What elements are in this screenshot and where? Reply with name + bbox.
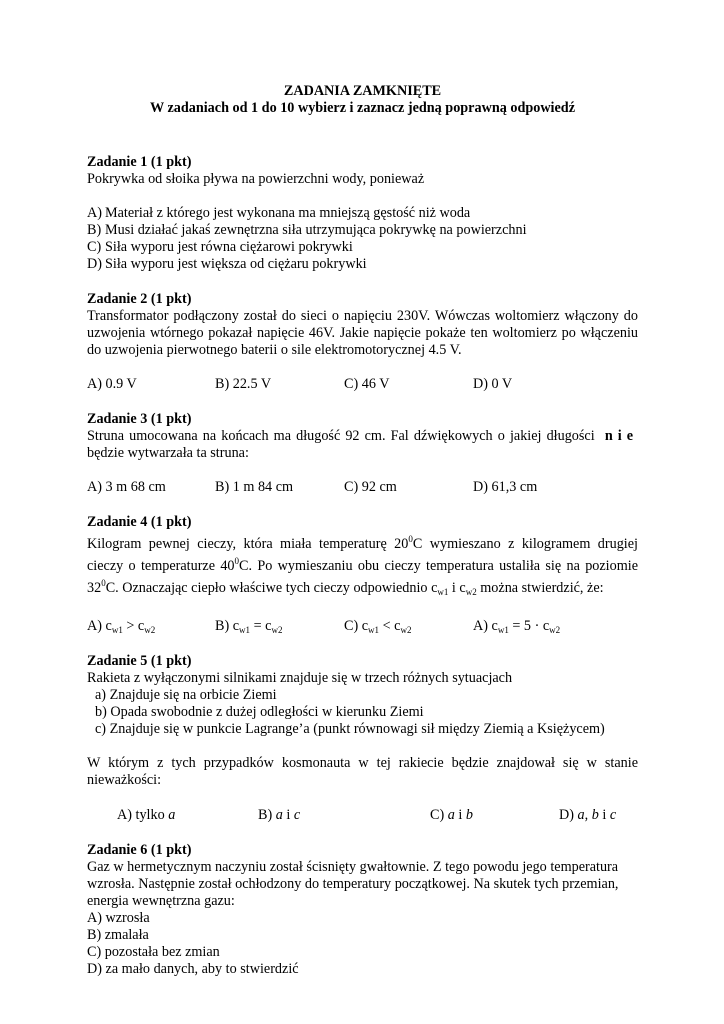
task-3-option-d[interactable]: D) 61,3 cm bbox=[473, 479, 538, 495]
task-5-option-c[interactable]: C) a i b bbox=[430, 807, 473, 823]
task-4-option-d[interactable]: A) $c_{w1} = 5 \cdot c_{w2}$ bbox=[473, 618, 561, 635]
task-3-question: Struna umocowana na końcach ma długość 92 cm. Fal dźwiękowych o jakiej długości nie będzie wytwarzała ta struna: bbox=[87, 428, 639, 461]
task-5-case-a: a) Znajduje się na orbicie Ziemi bbox=[95, 687, 277, 703]
task-1 bbox=[87, 154, 638, 273]
task-5-option-a[interactable]: A) tylko a bbox=[117, 807, 176, 823]
task-1-option-d[interactable]: D) Siła wyporu jest większa od ciężaru pokrywki bbox=[87, 256, 367, 272]
task-3-option-b[interactable]: B) 1 m 84 cm bbox=[215, 479, 294, 495]
task-6-option-d[interactable]: D) za mało danych, aby to stwierdzić bbox=[87, 961, 299, 977]
task-6-question: Gaz w hermetycznym naczyniu został ścisnięty gwałtownie. Z tego powodu jego temperatura wzrosła. Następnie został ochłodzony do temperatury początkowej. Na skutek tych przemian, energia wewnętrzna gazu: bbox=[87, 859, 619, 909]
task-1-option-c[interactable]: C) Siła wyporu jest równa ciężarowi pokrywki bbox=[87, 239, 353, 255]
task-2-option-d[interactable]: D) 0 V bbox=[473, 376, 513, 392]
task-2 bbox=[87, 291, 638, 393]
task-2-option-a[interactable]: A) 0.9 V bbox=[87, 376, 137, 392]
task-2-option-b[interactable]: B) 22.5 V bbox=[215, 376, 272, 392]
task-2-title: Zadanie 2 (1 pkt) bbox=[87, 291, 192, 307]
task-4-option-c[interactable]: C) $c_{w1} < c_{w2}$ bbox=[344, 618, 412, 635]
task-6-title: Zadanie 6 (1 pkt) bbox=[87, 842, 192, 858]
task-5-question: Rakieta z wyłączonymi silnikami znajduje się w trzech różnych sytuacjach bbox=[87, 670, 513, 686]
task-4-question: Kilogram pewnej cieczy, która miała temperaturę $20^0C$ wymieszano z kilogramem drugiej cieczy o temperaturze $40^0C$. Po wymieszaniu obu cieczy temperatura ustaliła się na poziomie $32^0C$. Oznaczając ciepło właściwe tych cieczy odpowiednio $c_{w1}$ i $c_{w2}$ można stwierdzić, że: bbox=[87, 534, 638, 597]
task-3 bbox=[87, 411, 638, 496]
task-5-option-d[interactable]: D) a, b i c bbox=[559, 807, 617, 823]
task-5 bbox=[87, 653, 638, 824]
task-1-option-b[interactable]: B) Musi działać jakaś zewnętrzna siła utrzymująca pokrywkę na powierzchni bbox=[87, 222, 527, 238]
task-4-option-b[interactable]: B) $c_{w1} = c_{w2}$ bbox=[215, 618, 283, 635]
task-1-title: Zadanie 1 (1 pkt) bbox=[87, 154, 192, 170]
task-6-option-b[interactable]: B) zmalała bbox=[87, 927, 149, 943]
task-3-title: Zadanie 3 (1 pkt) bbox=[87, 411, 192, 427]
task-1-options bbox=[87, 205, 638, 273]
task-5-title: Zadanie 5 (1 pkt) bbox=[87, 653, 192, 669]
task-5-case-b: b) Opada swobodnie z dużej odległości w kierunku Ziemi bbox=[95, 704, 424, 720]
task-3-option-c[interactable]: C) 92 cm bbox=[344, 479, 397, 495]
page-title: ZADANIA ZAMKNIĘTE bbox=[283, 83, 442, 99]
task-5-option-b[interactable]: B) a i c bbox=[258, 807, 301, 823]
task-1-option-a[interactable]: A) Materiał z którego jest wykonana ma mniejszą gęstość niż woda bbox=[87, 205, 471, 221]
task-2-option-c[interactable]: C) 46 V bbox=[344, 376, 390, 392]
task-3-options bbox=[87, 479, 638, 496]
task-5-question-2: W którym z tych przypadków kosmonauta w tej rakiecie będzie znajdował się w stanie nieważkości: bbox=[87, 755, 638, 788]
task-4-option-a[interactable]: A) $c_{w1} > c_{w2}$ bbox=[87, 618, 156, 635]
task-2-question: Transformator podłączony został do sieci o napięciu 230V. Wówczas woltomierz włączony do uzwojenia wtórnego pokazał napięcie 46V. Jakie napięcie pokaże ten woltomierz po włączeniu do uzwojenia pierwotnego baterii o sile elektromotorycznej 4.5 V. bbox=[87, 308, 638, 358]
task-2-options bbox=[87, 376, 638, 393]
page-instructions: W zadaniach od 1 do 10 wybierz i zaznacz jedną poprawną odpowiedź bbox=[150, 100, 575, 116]
task-4 bbox=[87, 514, 638, 635]
document-page bbox=[87, 83, 638, 978]
task-4-title: Zadanie 4 (1 pkt) bbox=[87, 514, 192, 530]
task-5-options bbox=[87, 807, 638, 824]
task-6-option-c[interactable]: C) pozostała bez zmian bbox=[87, 944, 220, 960]
task-1-question: Pokrywka od słoika pływa na powierzchni wody, ponieważ bbox=[87, 171, 425, 187]
task-4-options bbox=[87, 618, 638, 635]
task-6-option-a[interactable]: A) wzrosła bbox=[87, 910, 150, 926]
task-3-option-a[interactable]: A) 3 m 68 cm bbox=[87, 479, 166, 495]
task-5-case-c: c) Znajduje się w punkcie Lagrange’a (punkt równowagi sił między Ziemią a Księżycem) bbox=[95, 721, 605, 737]
task-3-emphasis: nie bbox=[604, 428, 639, 444]
task-6 bbox=[87, 842, 638, 978]
